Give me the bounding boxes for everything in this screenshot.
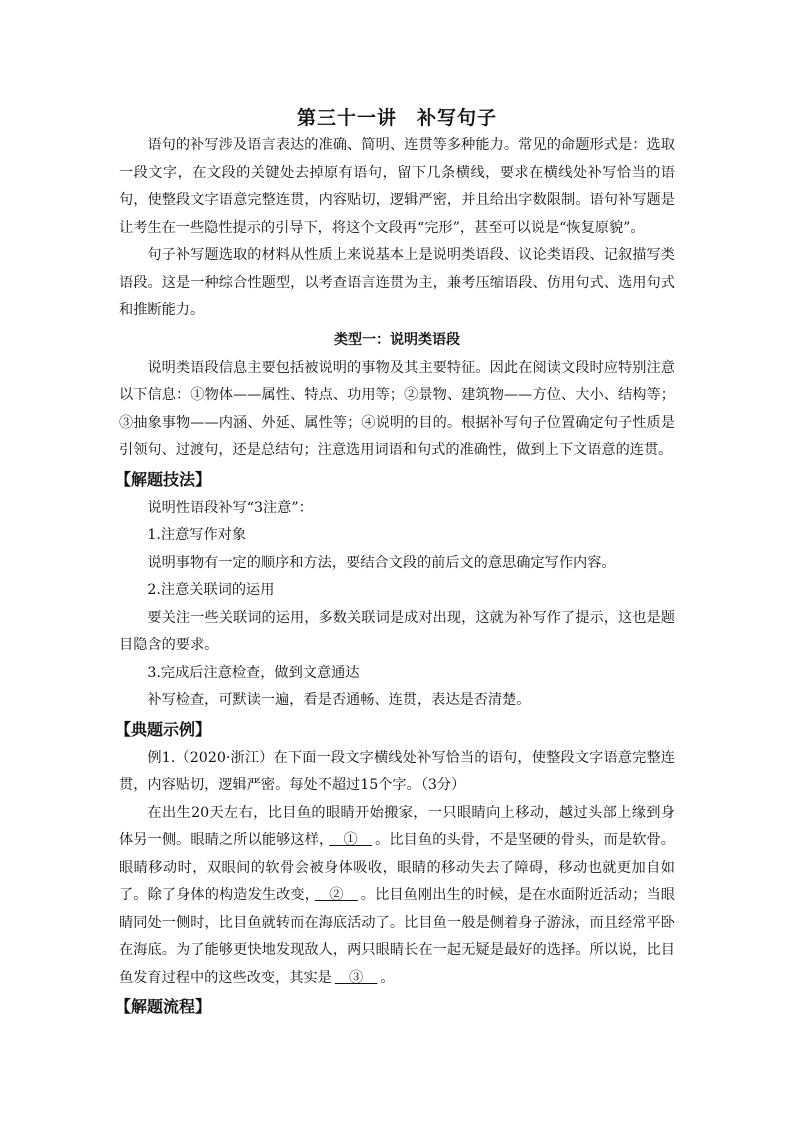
- passage-part-c: 。比目鱼刚出生的时候，是在水面附近活动；当眼睛同处一侧时，比目鱼就转而在海底活动了。比目鱼一般是侧着身子游泳，而且经常平卧在海底。为了能够更快地发现敌人，两只眼睛长在一起无疑是最好的选择。所以说，比目鱼发育过程中的这些改变，其实是: [119, 887, 675, 986]
- passage-part-a: 在出生20天左右，比目鱼的眼睛开始搬家，一只眼睛向上移动，越过头部上缘到身体另一侧。眼睛之所以能够这样，: [119, 804, 675, 848]
- example-passage: [119, 800, 675, 993]
- intro-paragraph-1: 语句的补写涉及语言表达的准确、简明、连贯等多种能力。常见的命题形式是：选取一段文字，在文段的关键处去掉原有语句，留下几条横线，要求在横线处补写恰当的语句，使整段文字语意完整连贯，内容贴切，逻辑严密，并且给出字数限制。语句补写题是让考生在一些隐性提示的引导下，将这个文段再“完形”，甚至可以说是“恢复原貌”。: [119, 137, 675, 236]
- method-line-7: 补写检查，可默读一遍，看是否通畅、连贯，表达是否清楚。: [147, 692, 531, 708]
- passage-part-d: 。: [380, 969, 395, 986]
- example-question: 例1.（2020·浙江）在下面一段文字横线处补写恰当的语句，使整段文字语意完整连贯，内容贴切，逻辑严密。每处不超过15个字。（3分）: [119, 749, 675, 793]
- example-heading: 【典题示例】: [115, 719, 212, 739]
- blank-1: ①: [329, 832, 373, 848]
- method-line-2: 1.注意写作对象: [147, 527, 247, 543]
- method-line-5: 要关注一些关联词的运用，多数关联词是成对出现，这就为补写作了提示，这也是题目隐含的要求。: [119, 609, 675, 653]
- blank-2: ②: [314, 887, 358, 903]
- passage-part-b: 。比目鱼的头骨，不是坚硬的骨头，而是软骨。眼睛移动时，双眼间的软骨会被身体吸收，眼睛的移动失去了障碍，移动也就更加自如了。除了身体的构造发生改变，: [119, 832, 675, 903]
- type1-body: 说明类语段信息主要包括被说明的事物及其主要特征。因此在阅读文段时应特别注意以下信息：①物体——属性、特点、功用等；②景物、建筑物——方位、大小、结构等；③抽象事物——内涵、外延、属性等；④说明的目的。根据补写句子位置确定句子性质是引领句、过渡句，还是总结句；注意选用词语和句式的准确性，做到上下文语意的连贯。: [119, 359, 675, 458]
- process-heading: 【解题流程】: [115, 997, 212, 1016]
- method-line-3: 说明事物有一定的顺序和方法，要结合文段的前后文的意思确定写作内容。: [147, 554, 616, 571]
- method-heading: 【解题技法】: [115, 469, 212, 489]
- intro-paragraph-2: 句子补写题选取的材料从性质上来说基本上是说明类语段、议论类语段、记叙描写类语段。这是一种综合性题型，以考查语言连贯为主，兼考压缩语段、仿用句式、选用句式和推断能力。: [119, 247, 675, 318]
- type1-heading: 类型一：说明类语段: [334, 331, 460, 348]
- method-line-1: 说明性语段补写“3注意”：: [147, 499, 313, 516]
- method-line-6: 3.完成后注意检查，做到文意通达: [147, 664, 360, 681]
- blank-3: ③: [334, 969, 378, 986]
- page-title: 第三十一讲 补写句子: [296, 107, 497, 129]
- document-page: [115, 104, 675, 1022]
- method-line-4: 2.注意关联词的运用: [147, 582, 275, 598]
